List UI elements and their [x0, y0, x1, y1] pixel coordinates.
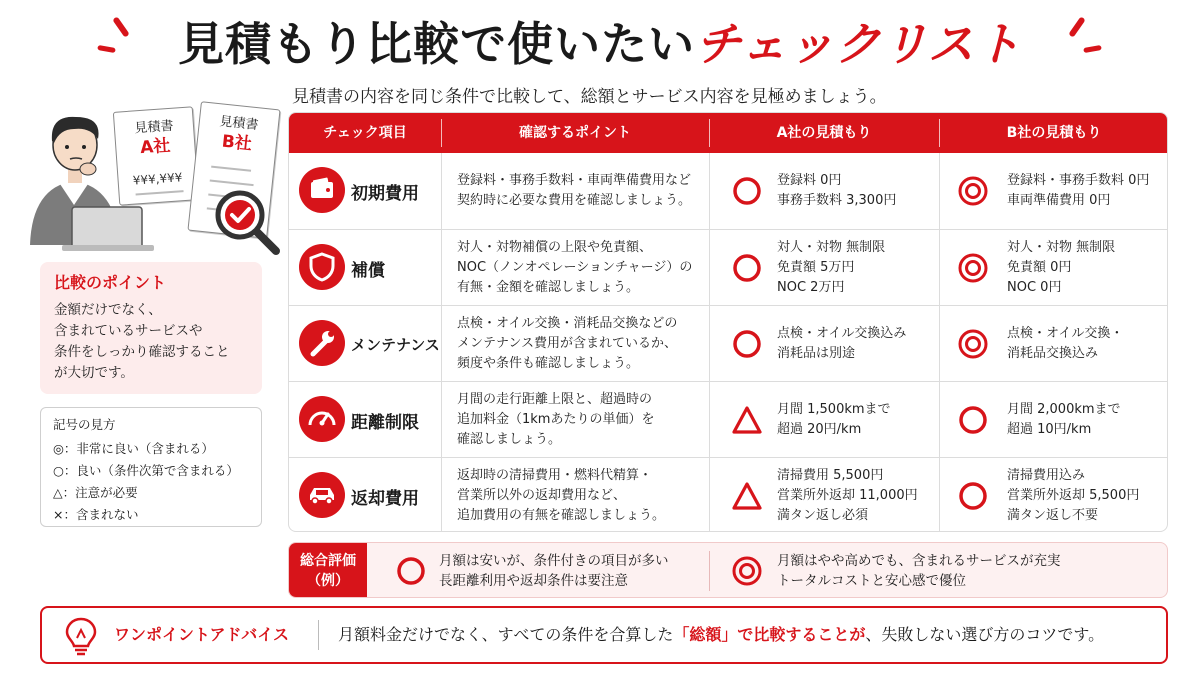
- check-point-text: 返却時の清掃費用・燃料代精算・ 営業所以外の返却費用など、 追加費用の有無を確認しましょう。: [457, 468, 666, 523]
- wrench-icon: [299, 320, 345, 366]
- triangle-mark-icon: [731, 480, 763, 512]
- one-point-advice: [40, 606, 1168, 664]
- legend-item: ×：含まれない: [53, 507, 139, 522]
- table-row: [289, 457, 1168, 532]
- speedometer-icon: [299, 396, 345, 442]
- company-b-detail: 対人・対物 無制限 免責額 0円 NOC 0円: [1007, 240, 1116, 295]
- symbol-legend: [40, 407, 262, 527]
- overall-evaluation: [288, 542, 1168, 598]
- company-b-detail: 月間 2,000kmまで 超過 10円/km: [1007, 402, 1121, 437]
- check-point-text: 対人・対物補償の上限や免責額、 NOC（ノンオペレーションチャージ）の 有無・金額を確認しましょう。: [457, 240, 693, 295]
- summary-b-text: 月額はやや高めでも、含まれるサービスが充実 トータルコストと安心感で優位: [777, 553, 1061, 589]
- company-a-detail: 点検・オイル交換込み 消耗品は別途: [777, 326, 907, 361]
- doc-b-company: B社: [220, 131, 253, 155]
- check-point-text: 登録料・事務手数料・車両準備費用など 契約時に必要な費用を確認しましょう。: [457, 173, 692, 208]
- person-laptop-icon: [22, 95, 162, 255]
- double-circle-mark-icon: [957, 252, 989, 284]
- circle-mark-icon: [731, 328, 763, 360]
- shield-icon: [299, 244, 345, 290]
- summary-a-text: 月額は安いが、条件付きの項目が多い 長距離利用や返却条件は要注意: [439, 553, 669, 589]
- double-circle-mark-icon: [957, 328, 989, 360]
- comparison-point-line: 金額だけでなく、: [54, 302, 162, 318]
- check-point-text: 点検・オイル交換・消耗品交換などの メンテナンス費用が含まれているか、 頻度や条件も確認しましょう。: [457, 316, 678, 371]
- check-point-text: 月間の走行距離上限と、超過時の 追加料金（1kmあたりの単価）を 確認しましょう。: [457, 392, 655, 447]
- double-circle-mark-icon: [957, 175, 989, 207]
- double-circle-mark-icon: [731, 555, 763, 587]
- comparison-point-box: [40, 262, 262, 394]
- comparison-table: [288, 112, 1168, 532]
- company-b-detail: 点検・オイル交換・ 消耗品交換込み: [1007, 326, 1124, 361]
- comparison-point-line: 条件をしっかり確認すること: [54, 344, 230, 360]
- check-item-label: 初期費用: [351, 183, 419, 204]
- advice-text: 月額料金だけでなく、すべての条件を合算した「総額」で比較することが、失敗しない選び方のコツです。: [338, 625, 1105, 644]
- legend-item: △：注意が必要: [53, 485, 138, 500]
- company-b-detail: 清掃費用込み 営業所外返却 5,500円 満タン返し不要: [1007, 468, 1140, 523]
- table-row: [289, 381, 1168, 457]
- comparison-point-line: が大切です。: [54, 365, 134, 381]
- overall-evaluation-label: 総合評価 （例）: [289, 543, 367, 598]
- illustration: [22, 95, 284, 255]
- circle-mark-icon: [731, 175, 763, 207]
- table-row: [289, 153, 1168, 229]
- car-icon: [299, 472, 345, 518]
- legend-item: ○：良い（条件次第で含まれる）: [53, 463, 239, 478]
- header-company-b: B社の見積もり: [1006, 125, 1102, 141]
- company-b-detail: 登録料・事務手数料 0円 車両準備費用 0円: [1007, 173, 1150, 208]
- doc-a-heading: 見積書: [134, 118, 174, 137]
- table-row: [289, 305, 1168, 381]
- wallet-icon: [299, 167, 345, 213]
- advice-label: ワンポイントアドバイス: [114, 625, 290, 644]
- doc-a-company: A社: [139, 135, 172, 159]
- check-item-label: 補償: [351, 260, 385, 281]
- lightbulb-icon: [64, 616, 98, 656]
- company-a-detail: 登録料 0円 事務手数料 3,300円: [777, 173, 897, 208]
- circle-mark-icon: [731, 252, 763, 284]
- header-point: 確認するポイント: [519, 125, 631, 141]
- check-item-label: 距離制限: [351, 412, 419, 433]
- legend-title: 記号の見方: [53, 417, 116, 432]
- magnifier-check-icon: [210, 185, 290, 265]
- company-a-detail: 対人・対物 無制限 免責額 5万円 NOC 2万円: [777, 240, 886, 295]
- check-item-label: メンテナンス: [351, 335, 440, 354]
- check-item-label: 返却費用: [351, 488, 419, 509]
- table-header: [289, 113, 1168, 153]
- page-title: 見積もり比較で使いたいチェックリスト: [178, 17, 1022, 71]
- company-a-detail: 清掃費用 5,500円 営業所外返却 11,000円 満タン返し必須: [777, 468, 918, 523]
- doc-b-heading: 見積書: [218, 114, 260, 134]
- table-row: [289, 229, 1168, 305]
- comparison-point-line: 含まれているサービスや: [54, 323, 203, 339]
- company-a-detail: 月間 1,500kmまで 超過 20円/km: [777, 402, 891, 437]
- circle-mark-icon: [395, 555, 427, 587]
- legend-item: ◎：非常に良い（含まれる）: [53, 441, 214, 456]
- header-company-a: A社の見積もり: [776, 125, 872, 141]
- page-subtitle: 見積書の内容を同じ条件で比較して、総額とサービス内容を見極めましょう。: [292, 87, 887, 107]
- doc-a-price: ¥¥¥,¥¥¥: [132, 170, 183, 188]
- header-check-item: チェック項目: [323, 125, 407, 141]
- circle-mark-icon: [957, 404, 989, 436]
- circle-mark-icon: [957, 480, 989, 512]
- triangle-mark-icon: [731, 404, 763, 436]
- comparison-point-title: 比較のポイント: [54, 273, 167, 292]
